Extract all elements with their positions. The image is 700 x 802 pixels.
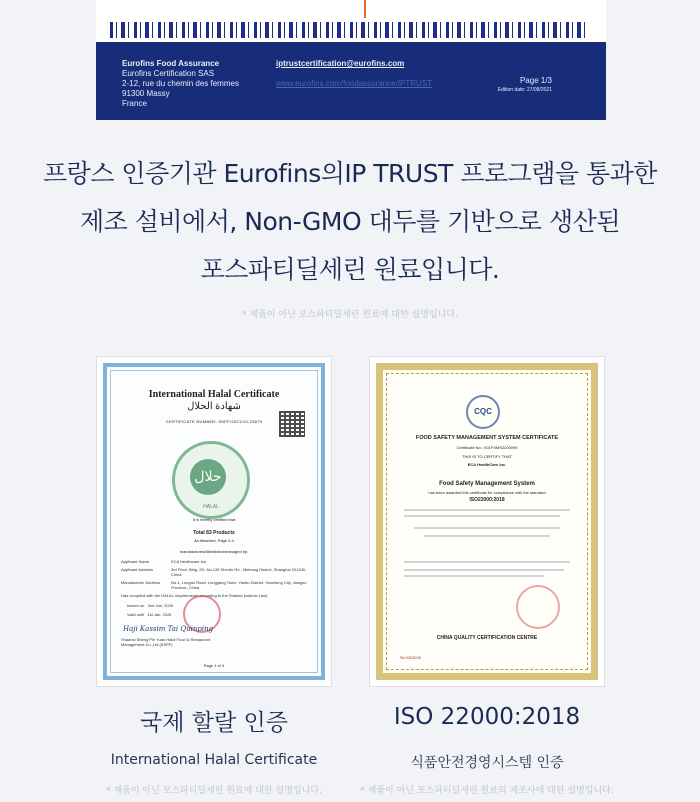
headline [0,150,700,294]
halal-cert-arabic: شهادة الحلال [187,401,241,412]
disclaimer-note: * 제품이 아닌 포스파티딜세린 원료에 대한 설명입니다. [242,310,458,320]
halal-cert-number: CERTIFICATE NUMBER: SSPF/2021/10-23879 [165,419,263,424]
org-address-line: Eurofins Certification SAS [122,69,215,78]
eurofins-certificate-bottom [96,0,606,120]
caption-note-halal: * 제품이 아닌 포스파티딜세린 원료에 대한 설명입니다. [106,786,322,796]
text-line [414,527,560,529]
website-link[interactable]: www.eurofins.com/foodassurance/IPTRUST [276,79,433,88]
halal-cert-title: International Halal Certificate [148,389,280,400]
page-info [498,76,552,93]
iso-cert-number: Certificate No.: 001FSMS2200099 [456,445,518,450]
iso-awarded-text: has been awarded this certificate for compliance with the standard [428,490,546,495]
contact-links [276,59,432,89]
valid-date: 1st Jan, 2026 [147,612,172,617]
row-label: Manufacturer Address [121,580,161,585]
halal-applicant-table [121,559,311,598]
org-address-line: France [122,99,147,108]
iso-certificate-image [369,356,605,687]
issued-block [127,603,173,617]
cqc-logo-icon: CQC [466,395,500,429]
certified-text: It is hereby certified that [192,517,236,522]
issued-date: 2nd Jan, 2026 [147,603,174,608]
email-link[interactable]: iptrustcertification@eurofins.com [276,59,405,68]
certificate-footer [96,42,606,120]
iso-standard: ISO22000:2018 [469,497,505,503]
text-line [404,515,560,517]
halal-seal-core: حلال [190,459,226,495]
orange-divider [364,0,366,18]
headline-line-3: 포스파티딜세린 원료입니다. [200,255,500,284]
row-value: 3rd Floor, Bldg. 2D, No.128 Shenfu Rd., Minhang District, Shanghai 201108, China [171,567,306,577]
row-value: No.1, Longrui Road, Longgang Town, Yandu District, Yancheng City, Jiangsu Province, China [171,580,307,590]
red-stamp-icon [516,585,560,629]
text-line [404,569,564,571]
issued-on-label: Issued on [127,603,145,608]
barcode-strip [96,0,606,42]
halal-seal-ring-text: HALAL [203,504,219,510]
text-line [404,561,570,563]
text-line [404,575,544,577]
caption-title-iso: ISO 22000:2018 [393,704,581,730]
caption-note-iso: * 제품이 아닌 포스파티딜세린 원료의 제조사에 대한 설명입니다. [360,786,614,796]
iso-company: ECA HealthCare Inc. [467,462,507,467]
complied-text: Has complied with the HALAL requirements according to the Shariah (Islamic Law). [121,593,269,598]
barcode-bars [110,22,590,38]
table-row [121,580,311,590]
caption-sub-halal: International Halal Certificate [110,752,318,768]
signature: Haji Kassim Tai Quinping [123,625,214,633]
page-number: Page 1/3 [519,76,552,85]
headline-line-2: 제조 설비에서, Non-GMO 대두를 기반으로 생산된 [80,207,620,236]
signer-org: Shaanxi Sheng Pin Yuan Halal Food & Restaurant Management Co.,Ltd (SSPF) [121,637,211,647]
caption-sub-iso: 식품안전경영시스템 인증 [410,755,564,771]
qr-code-icon [279,411,305,437]
text-line [404,509,570,511]
org-block [122,59,239,109]
org-address-line: 2-12, rue du chemin des femmes [122,79,239,88]
row-value: ECA Healthcare Inc. [171,559,208,564]
text-line [424,535,550,537]
halal-products-sub: As Attached, Page 2-4 [194,538,234,543]
iso-serial: № 0003026 [400,655,421,660]
halal-certificate-image [96,356,332,687]
iso-system: Food Safety Management System [439,481,535,487]
edition-date: Edition date: 27/08/2021 [497,87,552,93]
halal-page: Page 1 of 4 [203,663,225,668]
table-row [121,567,311,577]
halal-products: Total 83 Products [193,530,235,536]
iso-centre: CHINA QUALITY CERTIFICATION CENTRE [436,635,538,641]
caption-title-halal: 국제 할랄 인증 [140,710,288,736]
row-label: Applicant Address [121,567,154,572]
headline-line-1: 프랑스 인증기관 Eurofins의IP TRUST 프로그램을 통과한 [43,159,657,188]
iso-certify-text: THIS IS TO CERTIFY THAT [462,454,512,459]
iso-cert-title: FOOD SAFETY MANAGEMENT SYSTEM CERTIFICATE [415,435,559,441]
org-address-line: 91300 Massy [122,89,170,98]
org-name: Eurofins Food Assurance [122,59,220,68]
row-label: Applicant Name [121,559,150,564]
manufactured-by: manufactured/distributed/managed by: [179,549,249,554]
table-row [121,559,311,564]
valid-until-label: Valid until [127,612,145,617]
halal-seal-icon [172,441,250,519]
